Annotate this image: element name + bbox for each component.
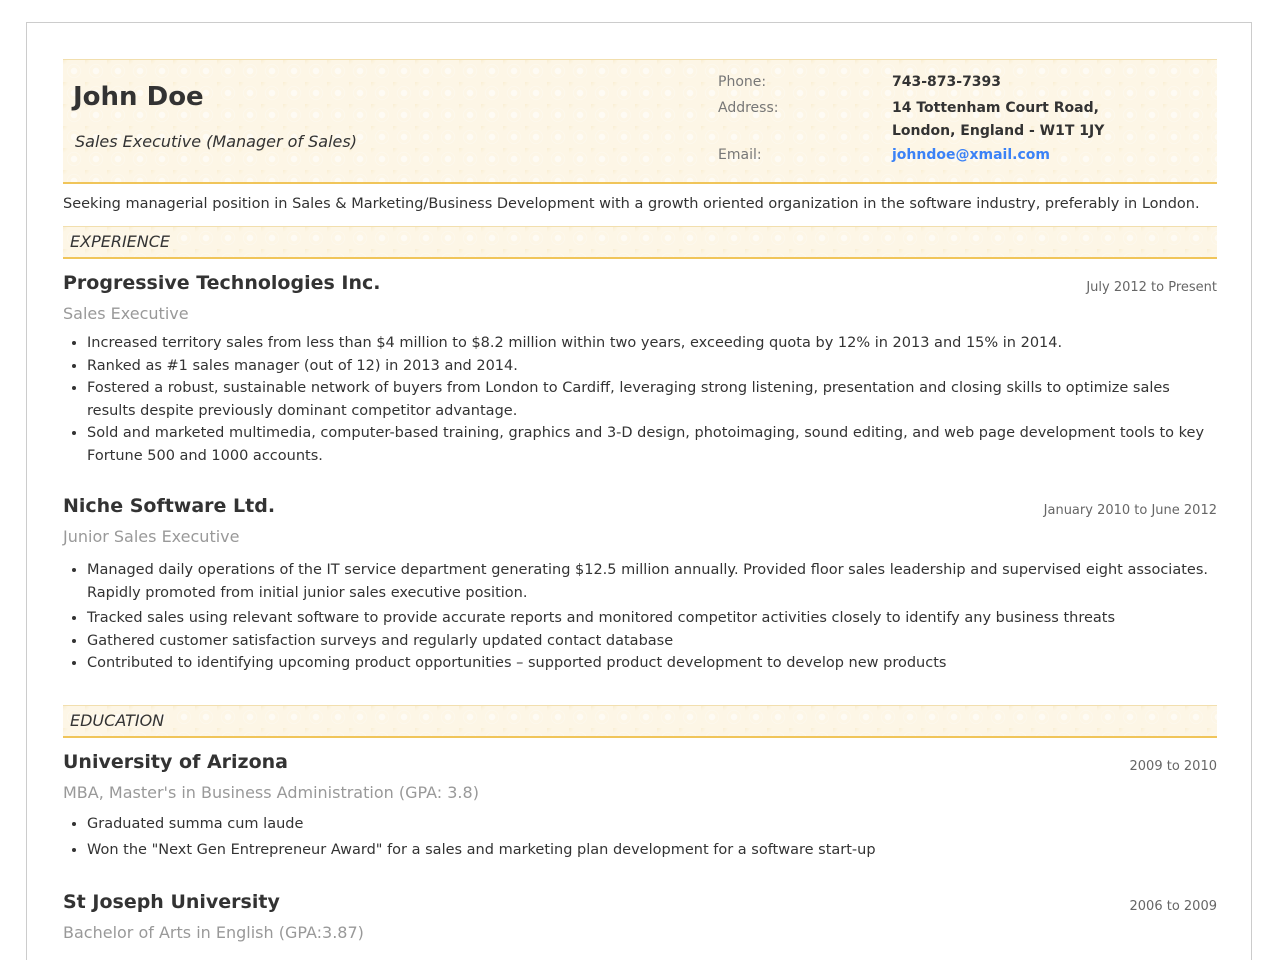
education-section-header bbox=[63, 705, 1217, 738]
job-bullet: • Sold and marketed multimedia, computer-based training, graphics and 3-D design, photoimaging, sound editing, and web page development tools to key Fortune 500 and 1000 accounts. bbox=[87, 422, 1217, 467]
job-position: Sales Executive bbox=[63, 304, 189, 323]
education-section-title: EDUCATION bbox=[70, 710, 165, 730]
objective-text: Seeking managerial position in Sales & Marketing/Business Development with a growth oriented organization in the software industry, preferably in London. bbox=[63, 196, 1200, 212]
experience-section-title: EXPERIENCE bbox=[70, 232, 171, 251]
job-bullet: • Contributed to identifying upcoming product opportunities – supported product development to develop new products bbox=[87, 652, 1217, 675]
job-bullet: • Tracked sales using relevant software to provide accurate reports and monitored competitor activities closely to identify any business threats bbox=[87, 607, 1217, 630]
job-bullet-list bbox=[63, 559, 1217, 675]
school-degree: Bachelor of Arts in English (GPA:3.87) bbox=[63, 922, 364, 942]
education-entry bbox=[63, 751, 1217, 863]
school-name: St Joseph University bbox=[63, 890, 280, 913]
experience-section-header bbox=[63, 226, 1217, 259]
job-dates: January 2010 to June 2012 bbox=[1043, 503, 1217, 518]
address-label: Address: bbox=[718, 100, 779, 116]
job-company: Niche Software Ltd. bbox=[63, 495, 276, 517]
candidate-name: John Doe bbox=[73, 82, 204, 112]
education-bullet: • Graduated summa cum laude bbox=[87, 811, 1217, 837]
education-bullet-list bbox=[63, 811, 1217, 863]
email-label: Email: bbox=[718, 147, 762, 163]
address-line-2: London, England - W1T 1JY bbox=[892, 123, 1105, 139]
job-position: Junior Sales Executive bbox=[63, 527, 240, 546]
address-line-1: 14 Tottenham Court Road, bbox=[892, 100, 1099, 116]
resume-header bbox=[63, 59, 1217, 182]
resume-content bbox=[63, 59, 1217, 942]
school-dates: 2006 to 2009 bbox=[1129, 898, 1217, 914]
candidate-role: Sales Executive (Manager of Sales) bbox=[75, 132, 357, 151]
education-entry bbox=[63, 891, 1217, 942]
job-bullet: • Managed daily operations of the IT service department generating $12.5 million annually. Provided floor sales leadership and supervised eight associates. Rapidly promoted from initial junior sales executive position. bbox=[87, 559, 1217, 604]
phone-value: 743-873-7393 bbox=[892, 74, 1002, 90]
job-entry bbox=[63, 272, 1217, 467]
school-dates: 2009 to 2010 bbox=[1129, 758, 1217, 774]
job-company: Progressive Technologies Inc. bbox=[63, 272, 381, 294]
job-bullet: • Increased territory sales from less than $4 million to $8.2 million within two years, exceeding quota by 12% in 2013 and 15% in 2014. bbox=[87, 332, 1217, 355]
email-link[interactable]: johndoe@xmail.com bbox=[892, 147, 1050, 163]
phone-label: Phone: bbox=[718, 74, 767, 90]
school-degree: MBA, Master's in Business Administration (GPA: 3.8) bbox=[63, 782, 479, 802]
header-divider bbox=[63, 182, 1217, 184]
job-bullet: • Fostered a robust, sustainable network of buyers from London to Cardiff, leveraging strong listening, presentation and closing skills to optimize sales results despite previously dominant competitor advantage. bbox=[87, 377, 1217, 422]
job-bullet-list bbox=[63, 332, 1217, 467]
job-dates: July 2012 to Present bbox=[1086, 280, 1217, 295]
school-name: University of Arizona bbox=[63, 750, 288, 773]
education-bullet: • Won the "Next Gen Entrepreneur Award" for a sales and marketing plan development for a software start-up bbox=[87, 837, 1217, 863]
job-bullet: • Ranked as #1 sales manager (out of 12) in 2013 and 2014. bbox=[87, 355, 1217, 378]
job-entry bbox=[63, 495, 1217, 675]
job-bullet: • Gathered customer satisfaction surveys and regularly updated contact database bbox=[87, 630, 1217, 653]
resume-page bbox=[26, 22, 1252, 960]
